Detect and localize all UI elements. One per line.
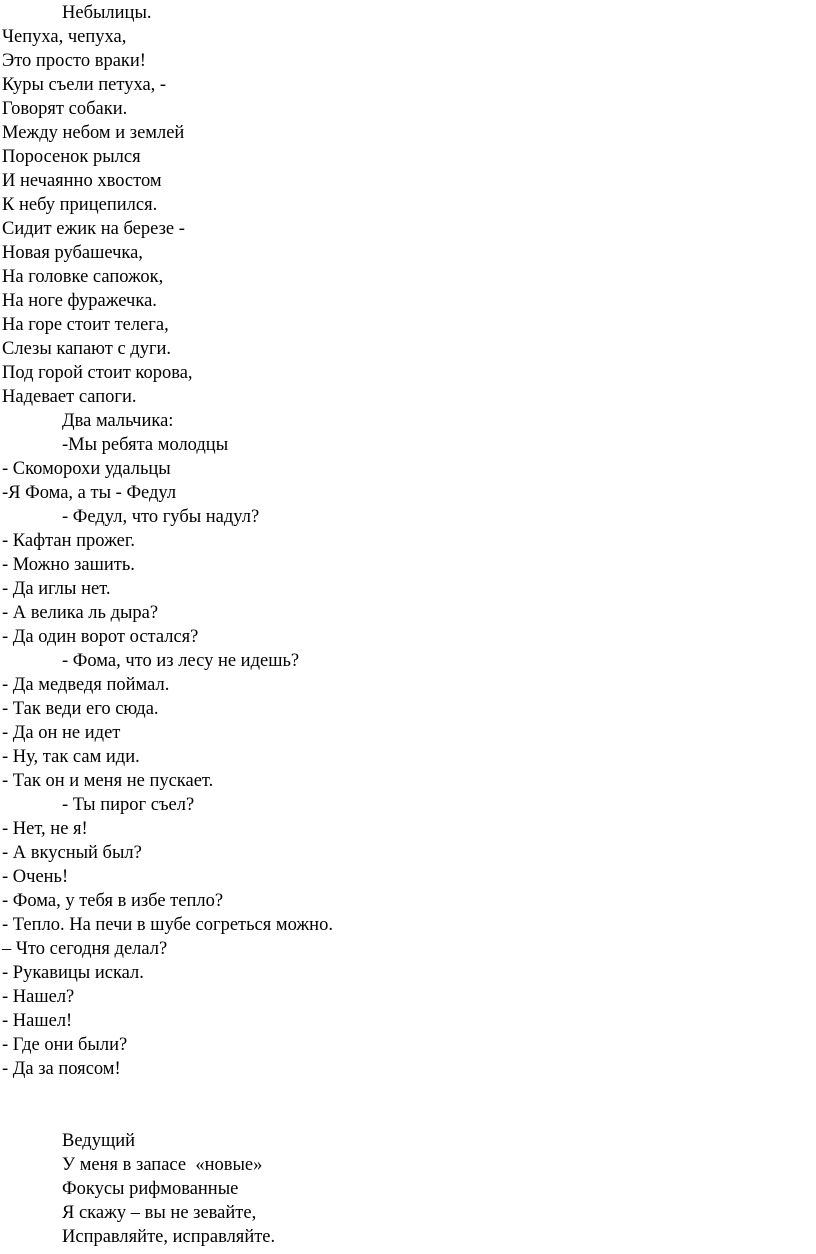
dialogue-line: - Рукавицы искал. xyxy=(2,963,144,983)
dialogue-line: – Что сегодня делал? xyxy=(2,939,168,959)
dialogue-opening-line: - Федул, что губы надул? xyxy=(62,507,260,527)
host-line: Фокусы рифмованные xyxy=(62,1179,239,1199)
dialogue-line: - Так веди его сюда. xyxy=(2,699,159,719)
poem-stanza xyxy=(0,25,816,409)
host-line: У меня в запасе «новые» xyxy=(62,1155,263,1175)
dialogue-line: - Кафтан прожег. xyxy=(2,531,135,551)
poem-line: Надевает сапоги. xyxy=(2,387,137,407)
host-line: Я скажу – вы не зевайте, xyxy=(62,1203,257,1223)
poem-line: Это просто враки! xyxy=(2,51,146,71)
dialogue-line: - Да медведя поймал. xyxy=(2,675,170,695)
dialogue-line: - Скоморохи удальцы xyxy=(2,459,171,479)
poem-title: Небылицы. xyxy=(62,3,152,23)
poem-line: Новая рубашечка, xyxy=(2,243,143,263)
poem-line: Куры съели петуха, - xyxy=(2,75,167,95)
poem-line: Слезы капают с дуги. xyxy=(2,339,172,359)
dialogue-line: - Очень! xyxy=(2,867,69,887)
poem-line: К небу прицепился. xyxy=(2,195,158,215)
poem-line: Под горой стоит корова, xyxy=(2,363,193,383)
section-spacer xyxy=(0,1081,816,1129)
poem-line: На горе стоит телега, xyxy=(2,315,169,335)
dialogue-block-2 xyxy=(0,505,816,649)
dialogue-opening-line: - Ты пирог съел? xyxy=(62,795,195,815)
dialogue-line: - Так он и меня не пускает. xyxy=(2,771,214,791)
host-title: Ведущий xyxy=(62,1131,136,1151)
dialogue-line: - А вкусный был? xyxy=(2,843,142,863)
dialogue-line: - А велика ль дыра? xyxy=(2,603,159,623)
dialogue-line: - Тепло. На печи в шубе согреться можно. xyxy=(2,915,333,935)
host-line: Исправляйте, исправляйте. xyxy=(62,1227,276,1247)
dialogue-block-3 xyxy=(0,649,816,793)
document-page xyxy=(0,1,816,1249)
dialogue-block-4 xyxy=(0,793,816,1081)
dialogue-line: - Нашел? xyxy=(2,987,75,1007)
dialogue-line: - Где они были? xyxy=(2,1035,128,1055)
dialogue-line: - Ну, так сам иди. xyxy=(2,747,140,767)
dialogue-line: - Да он не идет xyxy=(2,723,121,743)
poem-line: Поросенок рылся xyxy=(2,147,141,167)
poem-line: Говорят собаки. xyxy=(2,99,128,119)
poem-line: Сидит ежик на березе - xyxy=(2,219,185,239)
dialogue-line: - Да один ворот остался? xyxy=(2,627,199,647)
dialogue-line: - Нашел! xyxy=(2,1011,73,1031)
dialogue-line: - Фома, у тебя в избе тепло? xyxy=(2,891,224,911)
dialogue-line: - Нет, не я! xyxy=(2,819,88,839)
dialogue-block-1 xyxy=(0,433,816,505)
host-section xyxy=(0,1129,816,1249)
poem-line: На головке сапожок, xyxy=(2,267,164,287)
poem-line: Между небом и землей xyxy=(2,123,185,143)
poem-line: На ноге фуражечка. xyxy=(2,291,157,311)
poem-line: Чепуха, чепуха, xyxy=(2,27,127,47)
dialogue-line: - Можно зашить. xyxy=(2,555,135,575)
poem-line: И нечаянно хвостом xyxy=(2,171,162,191)
dialogue-line: - Да за поясом! xyxy=(2,1059,121,1079)
dialogue-opening-line: -Мы ребята молодцы xyxy=(62,435,229,455)
dialogue-opening-line: - Фома, что из лесу не идешь? xyxy=(62,651,300,671)
dialogue-line: - Да иглы нет. xyxy=(2,579,111,599)
dialogue-line: -Я Фома, а ты - Федул xyxy=(2,483,177,503)
dialogue-title: Два мальчика: xyxy=(62,411,174,431)
